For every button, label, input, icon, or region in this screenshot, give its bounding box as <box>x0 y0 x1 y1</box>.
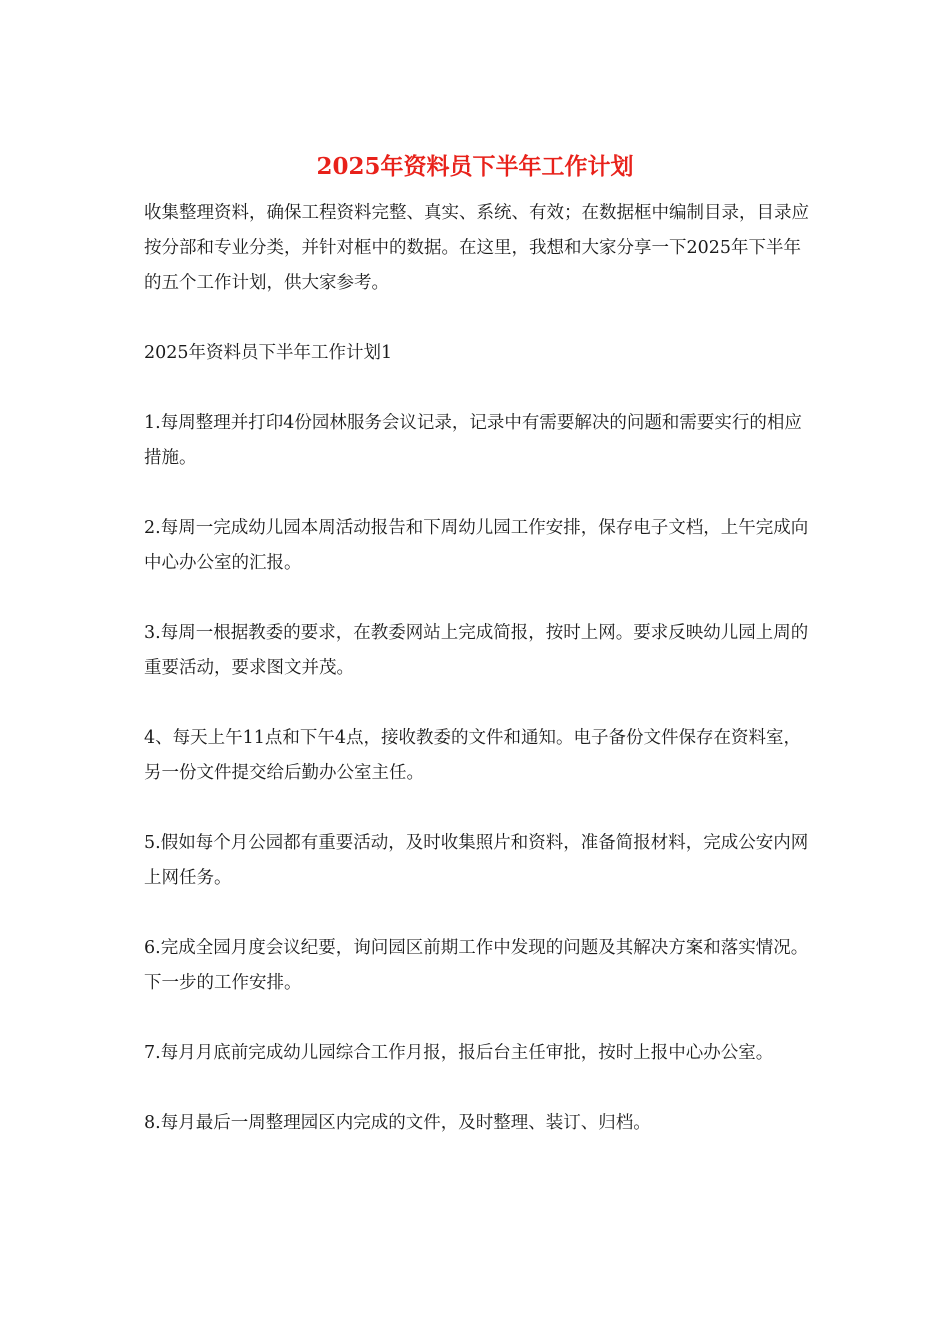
plan-item-5: 5.假如每个月公园都有重要活动，及时收集照片和资料，准备简报材料，完成公安内网上网任务。 <box>144 833 809 888</box>
section-heading: 2025年资料员下半年工作计划1 <box>144 343 393 363</box>
plan-item-2: 2.每周一完成幼儿园本周活动报告和下周幼儿园工作安排，保存电子文档，上午完成向中心办公室的汇报。 <box>144 518 809 573</box>
plan-item-7: 7.每月月底前完成幼儿园综合工作月报，报后台主任审批，按时上报中心办公室。 <box>144 1043 774 1063</box>
plan-item-8: 8.每月最后一周整理园区内完成的文件，及时整理、装订、归档。 <box>144 1113 651 1133</box>
plan-item-3: 3.每周一根据教委的要求，在教委网站上完成简报，按时上网。要求反映幼儿园上周的重要活动，要求图文并茂。 <box>144 623 809 678</box>
plan-item-1: 1.每周整理并打印4份园林服务会议记录，记录中有需要解决的问题和需要实行的相应措施。 <box>144 413 802 468</box>
document-body <box>144 196 809 1176</box>
document-title: 2025年资料员下半年工作计划 <box>316 153 634 180</box>
plan-item-6: 6.完成全园月度会议纪要，询问园区前期工作中发现的问题及其解决方案和落实情况。下一步的工作安排。 <box>144 938 809 993</box>
plan-item-4: 4、每天上午11点和下午4点，接收教委的文件和通知。电子备份文件保存在资料室，另一份文件提交给后勤办公室主任。 <box>144 728 802 783</box>
intro-paragraph: 收集整理资料，确保工程资料完整、真实、系统、有效；在数据框中编制目录，目录应按分部和专业分类，并针对框中的数据。在这里，我想和大家分享一下2025年下半年的五个工作计划，供大家参考。 <box>144 203 809 293</box>
